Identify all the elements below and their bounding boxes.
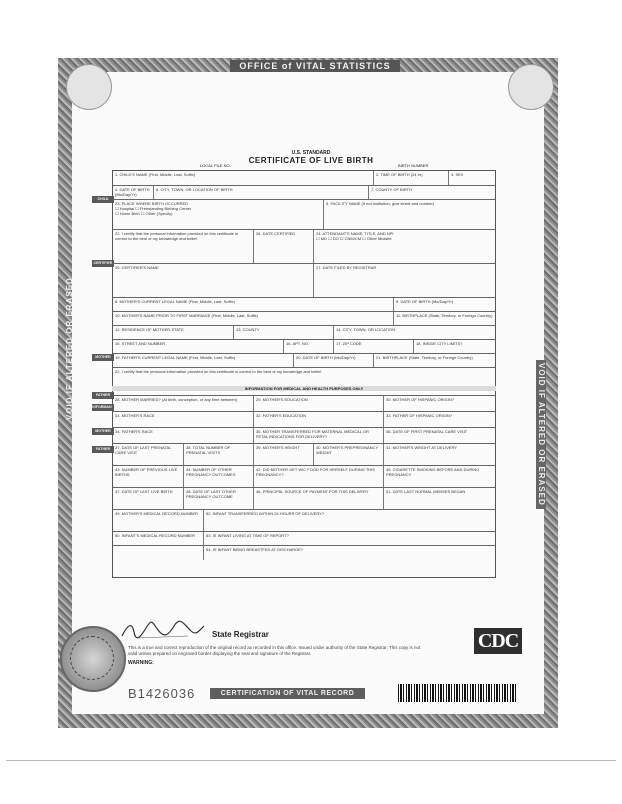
warning-label: WARNING: xyxy=(128,660,154,666)
field-infant-living: 53. IS INFANT LIVING AT TIME OF REPORT? xyxy=(203,532,497,546)
field-last-prenatal: 37. DATE OF LAST PRENATAL CARE VISIT xyxy=(115,445,172,455)
field-last-live-birth: 47. DATE OF LAST LIVE BIRTH xyxy=(115,489,173,494)
section-father-medical: FATHER xyxy=(92,446,114,453)
field-mother-name: 8. MOTHER'S CURRENT LEGAL NAME (First, Middle, Last, Suffix) xyxy=(115,299,235,304)
field-father-education: 32. FATHER'S EDUCATION xyxy=(253,412,383,428)
field-informant: 22. I certify that the personal information provided on this certificate is correct to the best of my knowledge and belief. xyxy=(115,369,322,374)
field-date-filed: 27. DATE FILED BY REGISTRAR xyxy=(313,264,497,298)
registrar-signature xyxy=(118,618,208,642)
corner-rosette-left xyxy=(66,64,112,110)
field-certifier-name: 25. CERTIFIER'S NAME xyxy=(115,265,159,270)
checkbox-other-midwife[interactable]: ☐ Other Midwife xyxy=(362,236,392,241)
section-father: FATHER xyxy=(92,392,114,399)
field-place-of-birth: 23. PLACE WHERE BIRTH OCCURRED ☐ Hospital ☐ Freestanding Birthing Center ☐ Home Birth ☐ Other (Specify) xyxy=(115,201,192,216)
checkbox-freestanding[interactable]: ☐ Freestanding Birthing Center xyxy=(135,206,192,211)
field-facility-name: 5. FACILITY NAME (If not institution, give street and number) xyxy=(323,200,497,230)
field-payment-source: 46. PRINCIPAL SOURCE OF PAYMENT FOR THIS DELIVERY xyxy=(253,488,383,510)
certification-fine-print: This is a true and correct reproduction of the original record as recorded in this office. Issued under authority of the State Registrar. This copy is not valid unless prepared on engraved border displaying the seal and signature of the Registrar. xyxy=(128,645,421,656)
field-father-birthplace: 21. BIRTHPLACE (State, Territory, or Foreign Country) xyxy=(373,354,497,368)
checkbox-other[interactable]: ☐ Other (Specify) xyxy=(140,211,173,216)
field-first-prenatal: 36. DATE OF FIRST PRENATAL CARE VISIT xyxy=(383,428,497,444)
field-mother-dob: 9. DATE OF BIRTH (Mo/Day/Yr) xyxy=(393,298,497,312)
field-prepregnancy-weight: 40. MOTHER'S PREPREGNANCY WEIGHT xyxy=(313,444,383,466)
field-child-name: 1. CHILD'S NAME (First, Middle, Last, Suffix) xyxy=(115,172,196,177)
field-certify-statement: 22. I certify that the personal information provided on this certificate is correct to the best of my knowledge and belief. xyxy=(115,231,238,241)
checkbox-do[interactable]: ☐ DO xyxy=(328,236,339,241)
field-apt: 16. APT. NO. xyxy=(283,340,333,354)
field-father-race: 34. FATHER'S RACE xyxy=(115,429,153,434)
checkbox-home[interactable]: ☐ Home Birth xyxy=(115,211,140,216)
state-seal xyxy=(60,626,126,692)
section-mother-medical: MOTHER xyxy=(92,428,114,435)
field-time-of-birth: 2. TIME OF BIRTH (24 hr) xyxy=(373,171,448,185)
field-infant-mrn: 50. INFANT'S MEDICAL RECORD NUMBER xyxy=(115,533,195,538)
field-cigarette: 45. CIGARETTE SMOKING BEFORE AND DURING PREGNANCY xyxy=(383,466,497,488)
field-date-of-birth: 4. DATE OF BIRTH (Mo/Day/Yr) xyxy=(115,187,150,197)
registrar-title: State Registrar xyxy=(212,630,269,639)
section-certifier: CERTIFIER xyxy=(93,261,113,265)
field-previous-live-births: 43. NUMBER OF PREVIOUS LIVE BIRTHS xyxy=(115,467,178,477)
field-mother-race: 31. MOTHER'S RACE xyxy=(115,413,155,418)
barcode xyxy=(398,684,516,702)
void-warning-right: VOID IF ALTERED OR ERASED xyxy=(536,360,546,509)
field-residence-state: 12. RESIDENCE OF MOTHER-STATE xyxy=(115,327,184,332)
field-mother-mrn: 49. MOTHER'S MEDICAL RECORD NUMBER xyxy=(115,511,199,516)
field-inside-city: 18. INSIDE CITY LIMITS? xyxy=(413,340,497,354)
certificate-title: CERTIFICATE OF LIVE BIRTH xyxy=(248,156,374,165)
field-residence-county: 13. COUNTY xyxy=(233,326,333,340)
local-file-no: LOCAL FILE NO. xyxy=(200,163,231,168)
checkbox-cnm[interactable]: ☐ CNM/CM xyxy=(339,236,362,241)
field-father-hispanic: 33. FATHER OF HISPANIC ORIGIN? xyxy=(383,412,497,428)
field-city-of-birth: 6. CITY, TOWN, OR LOCATION OF BIRTH xyxy=(153,186,368,200)
field-delivery-weight: 41. MOTHER'S WEIGHT AT DELIVERY xyxy=(383,444,497,466)
field-mother-married: 28. MOTHER MARRIED? (At birth, conception, or any time between) xyxy=(115,397,238,402)
field-street: 15. STREET AND NUMBER xyxy=(115,341,166,346)
field-mother-birthplace: 11. BIRTHPLACE (State, Territory, or Foreign Country) xyxy=(393,312,497,326)
medical-section-band: INFORMATION FOR MEDICAL AND HEALTH PURPOSES ONLY xyxy=(112,386,496,391)
field-wic: 42. DID MOTHER GET WIC FOOD FOR HERSELF DURING THIS PREGNANCY? xyxy=(253,466,383,488)
field-mother-education: 29. MOTHER'S EDUCATION xyxy=(253,396,383,412)
field-last-other-outcome: 48. DATE OF LAST OTHER PREGNANCY OUTCOME xyxy=(183,488,253,510)
field-county-of-birth: 7. COUNTY OF BIRTH xyxy=(368,186,497,200)
field-mother-maiden-name: 10. MOTHER'S NAME PRIOR TO FIRST MARRIAGE (First, Middle, Last, Suffix) xyxy=(115,313,258,318)
birth-certificate-form xyxy=(112,170,496,578)
section-mother: MOTHER xyxy=(92,354,114,361)
field-mother-height: 39. MOTHER'S HEIGHT xyxy=(253,444,313,466)
field-date-certified: 26. DATE CERTIFIED xyxy=(253,230,313,264)
section-informant: INFORMANT xyxy=(92,405,114,409)
serial-number: B1426036 xyxy=(128,686,196,701)
corner-rosette-right xyxy=(508,64,554,110)
section-child: CHILD xyxy=(92,196,114,203)
field-infant-transferred: 52. INFANT TRANSFERRED WITHIN 24 HOURS OF DELIVERY? xyxy=(203,510,497,532)
certification-banner: CERTIFICATION OF VITAL RECORD xyxy=(210,688,365,699)
field-father-name: 19. FATHER'S CURRENT LEGAL NAME (First, Middle, Last, Suffix) xyxy=(115,355,236,360)
field-mother-transferred: 35. MOTHER TRANSFERRED FOR MATERNAL MEDICAL OR FETAL INDICATIONS FOR DELIVERY? xyxy=(253,428,383,444)
field-prenatal-visits: 38. TOTAL NUMBER OF PRENATAL VISITS xyxy=(183,444,253,466)
field-residence-city: 14. CITY, TOWN, OR LOCATION xyxy=(333,326,497,340)
field-menses: 51. DATE LAST NORMAL MENSES BEGAN xyxy=(383,488,497,510)
office-banner: OFFICE of VITAL STATISTICS xyxy=(230,60,400,72)
birth-number: BIRTH NUMBER xyxy=(398,163,429,168)
checkbox-hospital[interactable]: ☐ Hospital xyxy=(115,206,135,211)
scan-artifact xyxy=(6,760,616,761)
field-mother-hispanic: 30. MOTHER OF HISPANIC ORIGIN? xyxy=(383,396,497,412)
field-father-dob: 20. DATE OF BIRTH (Mo/Day/Yr) xyxy=(293,354,373,368)
standard-label: U.S. STANDARD xyxy=(291,150,331,156)
field-breastfed: 54. IS INFANT BEING BREASTFED AT DISCHARGE? xyxy=(203,546,497,560)
field-zip: 17. ZIP CODE xyxy=(333,340,413,354)
field-sex: 3. SEX xyxy=(448,171,497,185)
field-other-outcomes: 44. NUMBER OF OTHER PREGNANCY OUTCOMES xyxy=(183,466,253,488)
checkbox-md[interactable]: ☐ MD xyxy=(316,236,327,241)
cdc-logo: CDC xyxy=(474,628,522,654)
field-attendant: 24. ATTENDANT'S NAME, TITLE, AND NPI ☐ MD ☐ DO ☐ CNM/CM ☐ Other Midwife xyxy=(313,230,497,264)
